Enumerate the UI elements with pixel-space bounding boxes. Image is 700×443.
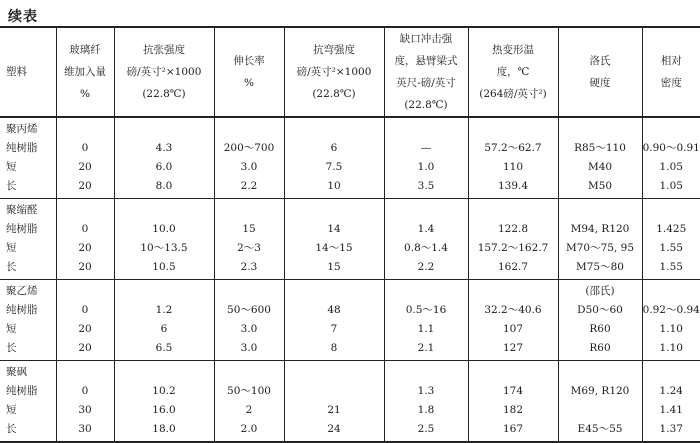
value-line: 6.0 <box>115 158 214 177</box>
header-line: 抗弯强度 <box>285 39 384 61</box>
value-line <box>215 282 284 301</box>
value-line <box>643 201 700 220</box>
header-line: 抗张强度 <box>115 39 214 61</box>
value-line <box>643 120 700 139</box>
value-cell <box>468 117 558 199</box>
value-cell <box>214 280 284 361</box>
value-cell <box>284 361 384 443</box>
header-impact-strength <box>384 27 468 117</box>
value-line: 2.3 <box>215 258 284 277</box>
material-cell <box>0 199 56 280</box>
value-cell <box>114 280 214 361</box>
value-line: 0.92～0.94 <box>643 301 700 320</box>
value-line: 8.0 <box>115 177 214 196</box>
value-line: 200～700 <box>215 139 284 158</box>
value-cell <box>468 280 558 361</box>
value-line: 2.0 <box>215 420 284 439</box>
value-line <box>115 282 214 301</box>
material-line: 纯树脂 <box>6 301 56 320</box>
value-line: 7 <box>285 320 384 339</box>
material-line: 短 <box>6 320 56 339</box>
value-line <box>115 120 214 139</box>
value-line: 50～100 <box>215 382 284 401</box>
value-line <box>385 282 468 301</box>
value-cell <box>558 117 642 199</box>
value-line: 162.7 <box>469 258 558 277</box>
header-line: 塑料 <box>6 61 56 83</box>
value-line: 20 <box>57 158 114 177</box>
material-line: 长 <box>6 177 56 196</box>
value-line: 20 <box>57 339 114 358</box>
value-line: 1.4 <box>385 220 468 239</box>
material-cell <box>0 361 56 443</box>
value-line: 15 <box>215 220 284 239</box>
value-line: 1.3 <box>385 382 468 401</box>
value-cell <box>468 361 558 443</box>
header-line: 相对 <box>643 50 700 72</box>
header-line: 玻璃纤 <box>57 39 114 61</box>
value-line: 18.0 <box>115 420 214 439</box>
value-line: 0 <box>57 139 114 158</box>
value-line: 1.55 <box>643 258 700 277</box>
value-line: 1.0 <box>385 158 468 177</box>
value-line: 2 <box>215 401 284 420</box>
value-line: M94, R120 <box>559 220 642 239</box>
value-cell <box>284 199 384 280</box>
material-line: 长 <box>6 339 56 358</box>
header-elongation <box>214 27 284 117</box>
value-line: 1.05 <box>643 158 700 177</box>
value-line <box>559 363 642 382</box>
value-line: 0.8～1.4 <box>385 239 468 258</box>
header-line: 英尺-磅/英寸 <box>385 72 468 94</box>
value-line: — <box>385 139 468 158</box>
header-line: % <box>57 83 114 105</box>
header-heat-deflection <box>468 27 558 117</box>
value-line: 20 <box>57 320 114 339</box>
value-line: 20 <box>57 177 114 196</box>
value-line: E45～55 <box>559 420 642 439</box>
header-tensile-strength <box>114 27 214 117</box>
value-line: M70～75, 95 <box>559 239 642 258</box>
value-cell <box>384 199 468 280</box>
material-line: 短 <box>6 239 56 258</box>
value-line: 1.24 <box>643 382 700 401</box>
value-line: 3.0 <box>215 320 284 339</box>
header-line: 热变形温 <box>469 39 558 61</box>
value-line: 1.425 <box>643 220 700 239</box>
material-line: 短 <box>6 158 56 177</box>
value-line: 10 <box>285 177 384 196</box>
value-line <box>215 201 284 220</box>
value-line: M69, R120 <box>559 382 642 401</box>
value-line: M40 <box>559 158 642 177</box>
value-line: 2.1 <box>385 339 468 358</box>
header-relative-density <box>642 27 700 117</box>
value-line <box>469 120 558 139</box>
value-line: 167 <box>469 420 558 439</box>
material-line: 长 <box>6 420 56 439</box>
material-group-row <box>0 361 700 443</box>
value-cell <box>114 199 214 280</box>
value-line: 107 <box>469 320 558 339</box>
value-line: 2.5 <box>385 420 468 439</box>
material-line: 长 <box>6 258 56 277</box>
material-line: 聚丙烯 <box>6 120 56 139</box>
value-line: 3.5 <box>385 177 468 196</box>
header-line: (22.8℃) <box>385 94 468 116</box>
value-line: 2.2 <box>215 177 284 196</box>
value-line <box>559 120 642 139</box>
value-line <box>285 201 384 220</box>
value-line: 30 <box>57 401 114 420</box>
value-cell <box>384 280 468 361</box>
value-line: 1.10 <box>643 320 700 339</box>
value-line: 6 <box>285 139 384 158</box>
value-cell <box>384 117 468 199</box>
value-line <box>385 201 468 220</box>
value-cell <box>56 117 114 199</box>
value-line: 7.5 <box>285 158 384 177</box>
value-line <box>57 201 114 220</box>
value-line: 3.0 <box>215 339 284 358</box>
value-line: 20 <box>57 239 114 258</box>
value-line: 32.2～40.6 <box>469 301 558 320</box>
header-line: 磅/英寸²×1000 <box>285 61 384 83</box>
value-line: 1.55 <box>643 239 700 258</box>
header-line: 伸长率 <box>215 50 284 72</box>
value-line: 57.2～62.7 <box>469 139 558 158</box>
value-cell <box>284 280 384 361</box>
value-line <box>469 363 558 382</box>
value-line: R85～110 <box>559 139 642 158</box>
value-cell <box>384 361 468 443</box>
value-cell <box>558 361 642 443</box>
value-line: 1.10 <box>643 339 700 358</box>
value-line: 0 <box>57 220 114 239</box>
header-line: 密度 <box>643 72 700 94</box>
value-line <box>469 201 558 220</box>
value-line: 20 <box>57 258 114 277</box>
material-line: 纯树脂 <box>6 382 56 401</box>
header-line: 度，悬臂梁式 <box>385 50 468 72</box>
value-line: 10.5 <box>115 258 214 277</box>
value-line <box>385 363 468 382</box>
material-line: 聚乙烯 <box>6 282 56 301</box>
value-cell <box>468 199 558 280</box>
material-line: 聚缩醛 <box>6 201 56 220</box>
value-line <box>57 120 114 139</box>
value-line: 10.2 <box>115 382 214 401</box>
material-line: 聚砜 <box>6 363 56 382</box>
value-line: 1.2 <box>115 301 214 320</box>
value-line: 0.90～0.91 <box>643 139 700 158</box>
value-line: 30 <box>57 420 114 439</box>
value-cell <box>284 117 384 199</box>
material-line: 纯树脂 <box>6 139 56 158</box>
value-line: 6 <box>115 320 214 339</box>
value-line: 16.0 <box>115 401 214 420</box>
value-cell <box>642 361 700 443</box>
value-line: 1.8 <box>385 401 468 420</box>
value-line: 48 <box>285 301 384 320</box>
value-cell <box>642 199 700 280</box>
value-line: 157.2～162.7 <box>469 239 558 258</box>
header-line: 硬度 <box>559 72 642 94</box>
value-line: 14～15 <box>285 239 384 258</box>
value-line <box>559 401 642 420</box>
value-line: 122.8 <box>469 220 558 239</box>
value-line <box>469 282 558 301</box>
value-line <box>215 363 284 382</box>
value-cell <box>214 199 284 280</box>
value-line: 21 <box>285 401 384 420</box>
value-line: 50～600 <box>215 301 284 320</box>
value-line <box>285 382 384 401</box>
header-line: 缺口冲击强 <box>385 28 468 50</box>
value-line: 1.05 <box>643 177 700 196</box>
value-line: 1.37 <box>643 420 700 439</box>
value-line: 1.41 <box>643 401 700 420</box>
header-line: (22.8℃) <box>115 83 214 105</box>
value-line <box>285 363 384 382</box>
value-line: 2.2 <box>385 258 468 277</box>
material-group-row <box>0 117 700 199</box>
value-line: 8 <box>285 339 384 358</box>
properties-table <box>0 26 700 443</box>
value-line: 6.5 <box>115 339 214 358</box>
value-line: 14 <box>285 220 384 239</box>
material-group-row <box>0 280 700 361</box>
value-line: 110 <box>469 158 558 177</box>
value-cell <box>56 199 114 280</box>
header-line: 洛氏 <box>559 50 642 72</box>
value-cell <box>214 361 284 443</box>
value-cell <box>642 117 700 199</box>
value-line <box>385 120 468 139</box>
header-line: (264磅/英寸²) <box>469 83 558 105</box>
value-line: 0 <box>57 382 114 401</box>
header-flexural-strength <box>284 27 384 117</box>
value-line <box>115 201 214 220</box>
table-caption: 续表 <box>8 6 38 26</box>
material-line: 短 <box>6 401 56 420</box>
value-line <box>643 363 700 382</box>
value-line <box>57 363 114 382</box>
value-cell <box>558 199 642 280</box>
header-line: 度，℃ <box>469 61 558 83</box>
header-line: 维加入量 <box>57 61 114 83</box>
material-cell <box>0 280 56 361</box>
value-line: 15 <box>285 258 384 277</box>
value-line <box>115 363 214 382</box>
value-line: 127 <box>469 339 558 358</box>
value-line: 24 <box>285 420 384 439</box>
value-line: (邵氏) <box>559 282 642 301</box>
value-cell <box>642 280 700 361</box>
value-cell <box>114 361 214 443</box>
value-line <box>215 120 284 139</box>
value-cell <box>56 280 114 361</box>
value-cell <box>558 280 642 361</box>
header-line: % <box>215 72 284 94</box>
value-line: 1.1 <box>385 320 468 339</box>
value-cell <box>56 361 114 443</box>
value-line <box>559 201 642 220</box>
value-line <box>285 120 384 139</box>
header-line: 磅/英寸²×1000 <box>115 61 214 83</box>
header-line: (22.8℃) <box>285 83 384 105</box>
value-line: M75～80 <box>559 258 642 277</box>
value-line: R60 <box>559 320 642 339</box>
value-line: 4.3 <box>115 139 214 158</box>
value-line: 0.5～16 <box>385 301 468 320</box>
value-line <box>285 282 384 301</box>
value-line: M50 <box>559 177 642 196</box>
value-line: R60 <box>559 339 642 358</box>
material-cell <box>0 117 56 199</box>
value-line: 2～3 <box>215 239 284 258</box>
value-line: 182 <box>469 401 558 420</box>
value-cell <box>214 117 284 199</box>
material-line: 纯树脂 <box>6 220 56 239</box>
header-rockwell-hardness <box>558 27 642 117</box>
value-cell <box>114 117 214 199</box>
header-glass-fiber <box>56 27 114 117</box>
value-line: 10.0 <box>115 220 214 239</box>
value-line <box>643 282 700 301</box>
header-material <box>0 27 56 117</box>
value-line: 10～13.5 <box>115 239 214 258</box>
value-line: 139.4 <box>469 177 558 196</box>
value-line: D50～60 <box>559 301 642 320</box>
value-line: 0 <box>57 301 114 320</box>
value-line: 3.0 <box>215 158 284 177</box>
material-group-row <box>0 199 700 280</box>
value-line <box>57 282 114 301</box>
header-row <box>0 27 700 117</box>
value-line: 174 <box>469 382 558 401</box>
